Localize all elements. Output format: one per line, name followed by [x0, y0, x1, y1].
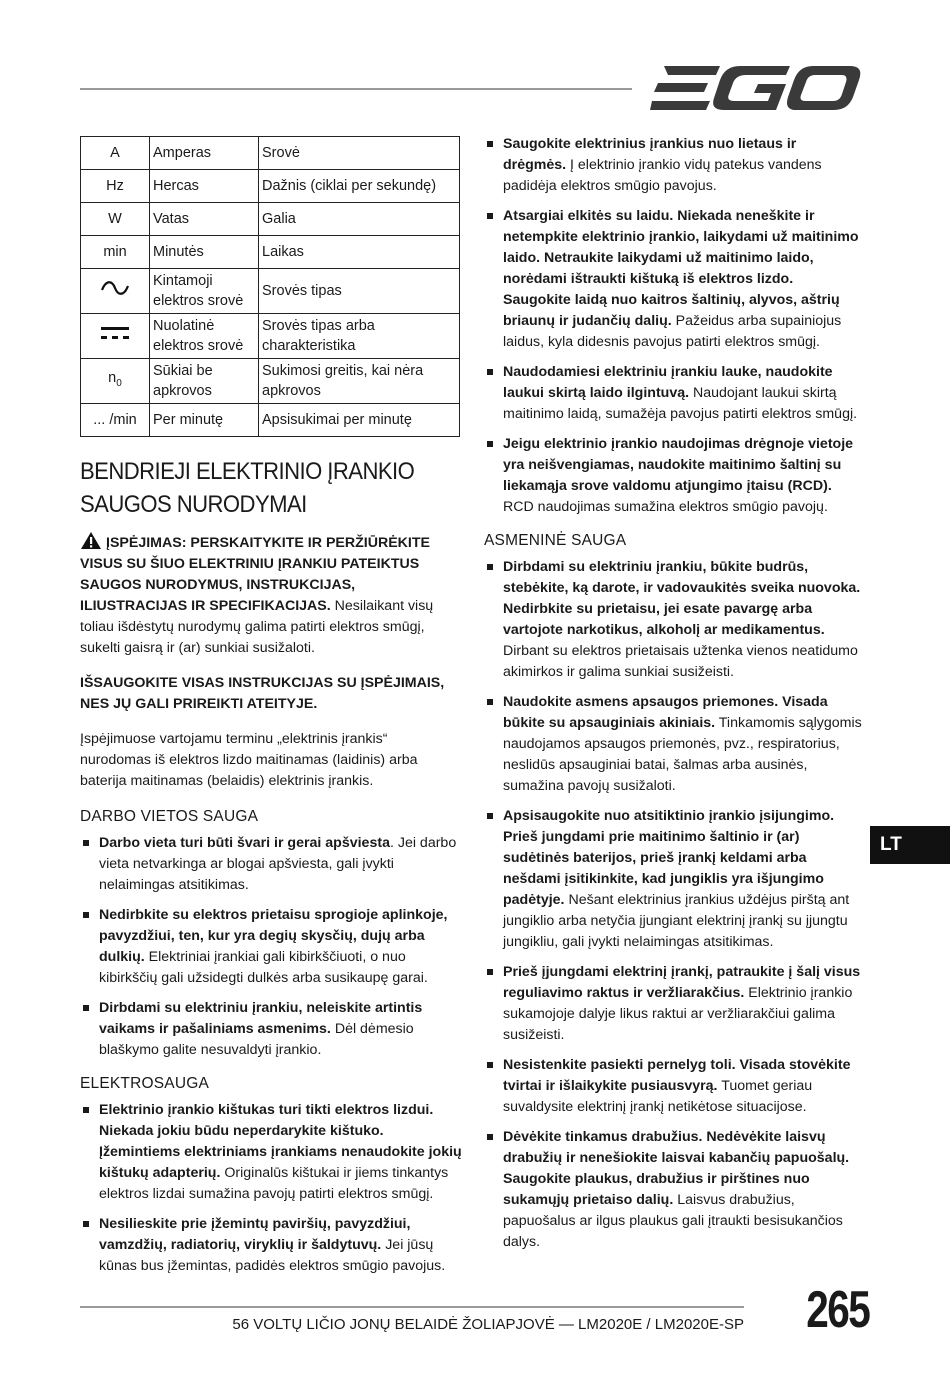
item-text: Elektriniai įrankiai gali kibirkščiuoti, o nuo kibirkščių gali užsidegti dulkės arba susikaupę garai.	[99, 949, 428, 986]
warning-paragraph	[80, 531, 462, 659]
name-cell: Amperas	[150, 137, 259, 170]
list-item	[484, 557, 862, 683]
item-text: Tuomet geriau suvaldysite elektrinį įrankį netikėtose situacijose.	[503, 1078, 813, 1115]
footer-text: 56 VOLTŲ LIČIO JONŲ BELAIDĖ ŽOLIAPJOVĖ — LM2020E / LM2020E-SP	[232, 1316, 744, 1333]
work-area-list	[80, 833, 462, 1061]
item-bold: Saugokite elektrinius įrankius nuo lietaus ir drėgmės.	[503, 136, 797, 173]
right-column	[484, 134, 862, 1265]
list-item	[484, 1055, 862, 1118]
list-item	[484, 806, 862, 953]
item-bold: Prieš įjungdami elektrinį įrankį, patraukite į šalį visus reguliavimo raktus ir veržliarakčius.	[503, 964, 861, 1001]
list-item	[484, 206, 862, 353]
ego-logo	[650, 64, 862, 114]
symbol-cell: min	[81, 236, 150, 269]
language-tab: LT	[870, 826, 950, 864]
table-row	[81, 404, 460, 437]
symbol-cell: W	[81, 203, 150, 236]
item-bold: Jeigu elektrinio įrankio naudojimas drėgnoje vietoje yra neišvengiamas, naudokite maitinimo šaltinį su liekamąja srove valdomu atjungimo įtaisu (RCD).	[503, 436, 854, 494]
name-cell: Sūkiai be apkrovos	[150, 359, 259, 404]
page-number: 265	[806, 1281, 870, 1339]
list-item	[484, 692, 862, 797]
item-bold: Dėvėkite tinkamus drabužius. Nedėvėkite laisvų drabužių ir nenešiokite laisvai kabančių papuošalų. Saugokite plaukus, drabužius ir pirštines nuo sukamųjų prietaiso dalių.	[503, 1129, 850, 1208]
warning-bold: ĮSPĖJIMAS: PERSKAITYKITE IR PERŽIŪRĖKITE VISUS SU ŠIUO ELEKTRINIU ĮRANKIU PATEIKTUS SAUGOS NURODYMUS, INSTRUKCIJAS, ILIUSTRACIJAS IR SPECIFIKACIJAS.	[80, 535, 430, 614]
item-text: Elektrinio įrankio sukamojoje dalyje likus raktui ar veržliarakčiui galima susižeisti.	[503, 985, 853, 1043]
item-bold: Dirbdami su elektriniu įrankiu, neleiskite artintis vaikams ir pašaliniams asmenims.	[99, 1000, 423, 1037]
electrical-list-continued	[484, 134, 862, 518]
symbol-cell: ... /min	[81, 404, 150, 437]
warning-triangle-icon	[80, 531, 102, 550]
warning-text: Nesilaikant visų toliau išdėstytų nurodymų galima patirti elektros smūgį, sukelti gaisrą ir (ar) sunkiai susižaloti.	[80, 598, 434, 656]
item-text: Dėl dėmesio blaškymo galite nesuvaldyti įrankio.	[99, 1021, 414, 1058]
item-bold: Apsisaugokite nuo atsitiktinio įrankio įsijungimo. Prieš jungdami prie maitinimo šaltinio ir (ar) sudėtinės baterijos, prieš įrankį keldami arba nešdami įsitikinkite, kad jungiklis yra išjungimo padėtyje.	[503, 808, 835, 908]
item-bold: Elektrinio įrankio kištukas turi tikti elektros lizdui. Niekada jokiu būdu neperdarykite kištuko. Įžemintiems elektriniams įrankiams nenaudokite jokių kištukų adapterių.	[99, 1102, 462, 1181]
symbol-cell	[81, 314, 150, 359]
symbol-cell	[81, 359, 150, 404]
meaning-cell: Srovė	[259, 137, 460, 170]
item-bold: Nesistenkite pasiekti pernelyg toli. Visada stovėkite tvirtai ir išlaikykite pusiausvyrą.	[503, 1057, 851, 1094]
meaning-cell: Laikas	[259, 236, 460, 269]
left-column	[80, 455, 462, 1289]
list-item	[80, 905, 462, 989]
meaning-cell: Apsisukimai per minutę	[259, 404, 460, 437]
item-text: Dirbant su elektros prietaisais užtenka vienos neatidumo akimirkos ir galima sunkiai susižeisti.	[503, 643, 858, 680]
table-row	[81, 236, 460, 269]
direct-current-icon	[100, 324, 130, 342]
section-heading-electrical: ELEKTROSAUGA	[80, 1075, 210, 1092]
item-text: Į elektrinio įrankio vidų patekus vandens padidėja elektros smūgio pavojus.	[503, 157, 822, 194]
page-title: BENDRIEJI ELEKTRINIO ĮRANKIO SAUGOS NURODYMAI	[80, 458, 415, 518]
symbol-cell: Hz	[81, 170, 150, 203]
meaning-cell: Galia	[259, 203, 460, 236]
name-cell: Nuolatinė elektros srovė	[150, 314, 259, 359]
symbol-cell: A	[81, 137, 150, 170]
table-row	[81, 137, 460, 170]
name-cell: Per minutę	[150, 404, 259, 437]
item-text: Laisvus drabužius, papuošalus ar ilgus plaukus gali įtraukti besisukančios dalys.	[503, 1192, 843, 1250]
item-bold: Dirbdami su elektriniu įrankiu, būkite budrūs, stebėkite, ką darote, ir vadovaukitės sveika nuovoka. Nedirbkite su prietaisu, jei esate pavargę arba vartojote narkotikus, alkoholį ar medikamentus.	[503, 559, 861, 638]
name-cell: Kintamoji elektros srovė	[150, 269, 259, 314]
symbol-cell	[81, 269, 150, 314]
electrical-list	[80, 1100, 462, 1277]
item-text: Tinkamomis sąlygomis naudojamos apsaugos priemonės, pvz., respiratorius, neslidūs apsauginiai batai, šalmas arba ausinės, sumažina pavojų susižaloti.	[503, 715, 862, 794]
list-item	[484, 362, 862, 425]
item-text: Nešant elektrinius įrankius uždėjus pirštą ant jungiklio arba netyčia įjungiant elektrinį įrankį su įjungtu jungikliu, gali įvykti nelaimingas atsitikimas.	[503, 892, 850, 950]
item-text: Originalūs kištukai ir jiems tinkantys elektros lizdai sumažina pavojų patirti elektros smūgį.	[99, 1165, 449, 1202]
item-bold: Atsargiai elkitės su laidu. Niekada neneškite ir netempkite elektrinio įrankio, laikydami už maitinimo laido. Netraukite laikydami už maitinimo laido, norėdami ištraukti kištuką iš elektros lizdo. Saugokite laidą nuo kaitros šaltinių, alyvos, aštrių briaunų ir judančių dalių.	[503, 208, 859, 329]
header-rule	[80, 88, 632, 90]
table-row	[81, 314, 460, 359]
list-item	[484, 1127, 862, 1253]
symbol-subscript: 0	[116, 377, 122, 389]
name-cell: Hercas	[150, 170, 259, 203]
section-heading-personal-safety: ASMENINĖ SAUGA	[484, 532, 627, 549]
item-bold: Naudodamiesi elektriniu įrankiu lauke, naudokite laukui skirtą laido ilgintuvą.	[503, 364, 833, 401]
table-row	[81, 170, 460, 203]
item-text: Pažeidus arba supainiojus laidus, kyla didesnis pavojus patirti elektros smūgį.	[503, 313, 842, 350]
list-item	[80, 1100, 462, 1205]
table-row	[81, 203, 460, 236]
item-bold: Naudokite asmens apsaugos priemones. Visada būkite su apsauginiais akiniais.	[503, 694, 828, 731]
item-text: . Jei darbo vieta netvarkinga ar blogai apšviesta, gali įvykti nelaimingas atsitikimas.	[99, 835, 457, 893]
item-text: Jei jūsų kūnas bus įžemintas, padidės elektros smūgio pavojus.	[99, 1237, 446, 1274]
save-notice: IŠSAUGOKITE VISAS INSTRUKCIJAS SU ĮSPĖJIMAIS, NES JŲ GALI PRIREIKTI ATEITYJE.	[80, 675, 445, 712]
no-load-speed-symbol: n	[108, 370, 117, 387]
item-text: Naudojant laukui skirtą maitinimo laidą, sumažėja pavojus patirti elektros smūgį.	[503, 385, 858, 422]
item-bold: Darbo vieta turi būti švari ir gerai apšviesta	[99, 835, 390, 851]
meaning-cell: Srovės tipas	[259, 269, 460, 314]
term-note: Įspėjimuose vartojamu terminu „elektrinis įrankis“ nurodomas iš elektros lizdo maitinamas (laidinis) arba baterija maitinamas (belaidis) elektrinis įrankis.	[80, 731, 418, 789]
item-bold: Nedirbkite su elektros prietaisu sprogioje aplinkoje, pavyzdžiui, ten, kur yra degių skysčių, dujų arba dulkių.	[99, 907, 448, 965]
list-item	[484, 434, 862, 518]
personal-safety-list	[484, 557, 862, 1253]
list-item	[484, 962, 862, 1046]
meaning-cell: Srovės tipas arba charakteristika	[259, 314, 460, 359]
list-item	[80, 1214, 462, 1277]
name-cell: Minutės	[150, 236, 259, 269]
table-row	[81, 359, 460, 404]
list-item	[80, 833, 462, 896]
table-row	[81, 269, 460, 314]
meaning-cell: Dažnis (ciklai per sekundę)	[259, 170, 460, 203]
item-text: RCD naudojimas sumažina elektros smūgio pavojų.	[503, 499, 828, 515]
list-item	[80, 998, 462, 1061]
footer-rule	[80, 1306, 744, 1308]
symbols-table	[80, 136, 460, 437]
list-item	[484, 134, 862, 197]
item-bold: Nesilieskite prie įžemintų paviršių, pavyzdžiui, vamzdžių, radiatorių, viryklių ir šaldytuvų.	[99, 1216, 411, 1253]
name-cell: Vatas	[150, 203, 259, 236]
meaning-cell: Sukimosi greitis, kai nėra apkrovos	[259, 359, 460, 404]
section-heading-work-area: DARBO VIETOS SAUGA	[80, 808, 259, 825]
alternating-current-icon	[100, 280, 130, 296]
